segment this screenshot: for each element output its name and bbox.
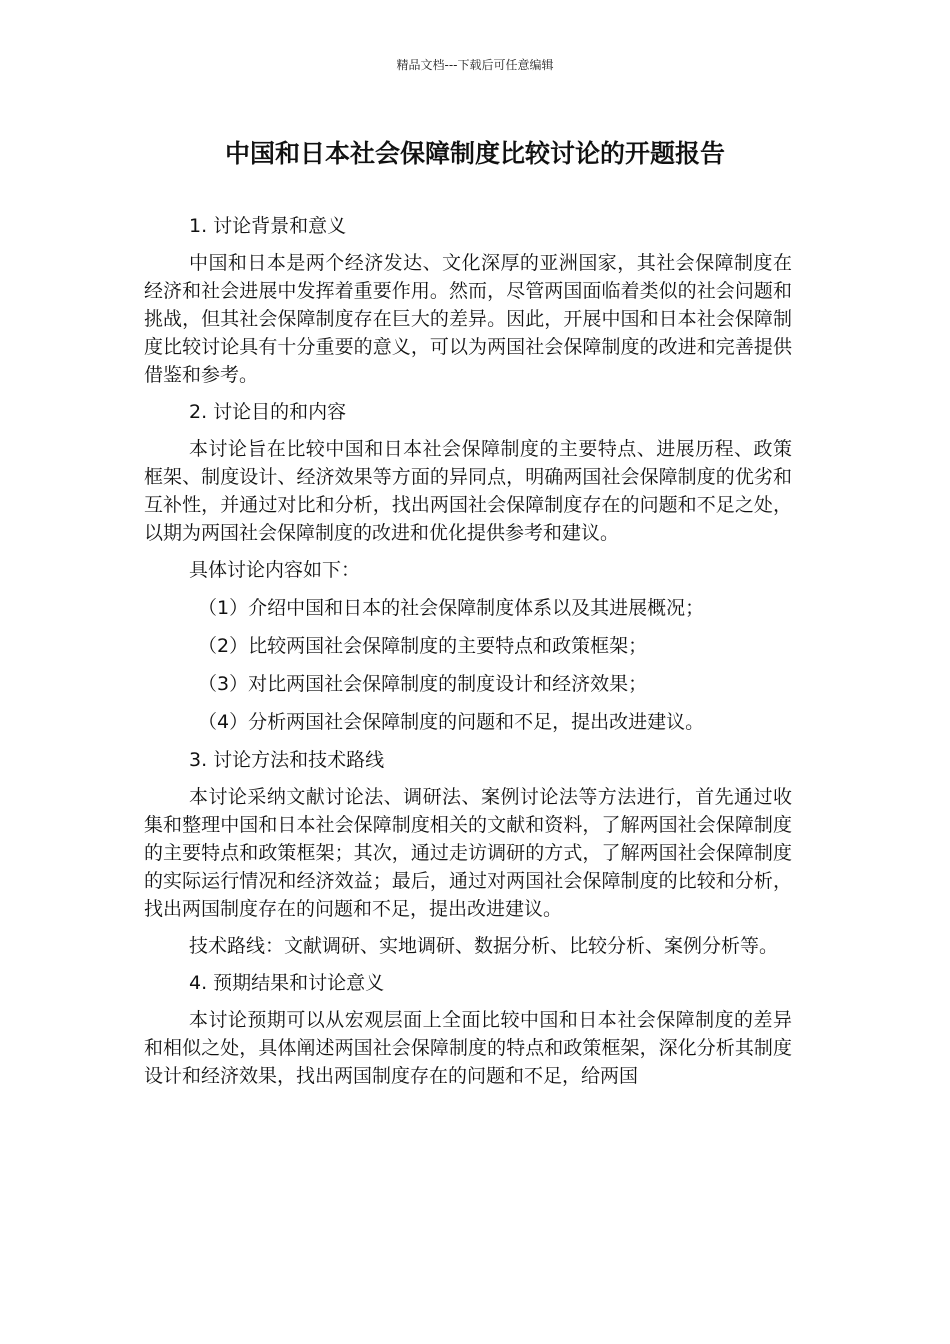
document-title: 中国和日本社会保障制度比较讨论的开题报告 bbox=[224, 139, 725, 168]
section-paragraph-2: 本讨论旨在比较中国和日本社会保障制度的主要特点、进展历程、政策框架、制度设计、经济效果等方面的异同点，明确两国社会保障制度的优劣和互补性，并通过对比和分析，找出两国社会保障制度存在的问题和不足之处，以期为两国社会保障制度的改进和优化提供参考和建议。 bbox=[144, 438, 792, 544]
content-list-item: （3）对比两国社会保障制度的制度设计和经济效果； bbox=[198, 673, 648, 695]
section-heading-1: 1. 讨论背景和意义 bbox=[189, 215, 347, 237]
page-header: 精品文档---下载后可任意编辑 bbox=[396, 58, 554, 72]
section-paragraph-3: 本讨论采纳文献讨论法、调研法、案例讨论法等方法进行，首先通过收集和整理中国和日本社会保障制度相关的文献和资料，了解两国社会保障制度的主要特点和政策框架；其次，通过走访调研的方式，了解两国社会保障制度的实际运行情况和经济效益；最后，通过对两国社会保障制度的比较和分析，找出两国制度存在的问题和不足，提出改进建议。 bbox=[144, 786, 792, 920]
section-heading-2: 2. 讨论目的和内容 bbox=[189, 401, 347, 423]
section-paragraph-4: 本讨论预期可以从宏观层面上全面比较中国和日本社会保障制度的差异和相似之处，具体阐述两国社会保障制度的特点和政策框架，深化分析其制度设计和经济效果，找出两国制度存在的问题和不足，给两国 bbox=[144, 1009, 792, 1087]
section-paragraph-1: 中国和日本是两个经济发达、文化深厚的亚洲国家，其社会保障制度在经济和社会进展中发挥着重要作用。然而，尽管两国面临着类似的社会问题和挑战，但其社会保障制度存在巨大的差异。因此，开展中国和日本社会保障制度比较讨论具有十分重要的意义，可以为两国社会保障制度的改进和完善提供借鉴和参考。 bbox=[144, 252, 792, 386]
content-list-intro: 具体讨论内容如下： bbox=[189, 559, 361, 581]
content-list-item: （4）分析两国社会保障制度的问题和不足，提出改进建议。 bbox=[198, 711, 705, 733]
document-body bbox=[144, 212, 792, 1099]
content-list-item: （1）介绍中国和日本的社会保障制度体系以及其进展概况； bbox=[198, 597, 705, 619]
technical-route-paragraph: 技术路线：文献调研、实地调研、数据分析、比较分析、案例分析等。 bbox=[189, 935, 779, 957]
section-heading-3: 3. 讨论方法和技术路线 bbox=[189, 749, 385, 771]
section-heading-4: 4. 预期结果和讨论意义 bbox=[189, 972, 385, 994]
content-list-item: （2）比较两国社会保障制度的主要特点和政策框架； bbox=[198, 635, 648, 657]
